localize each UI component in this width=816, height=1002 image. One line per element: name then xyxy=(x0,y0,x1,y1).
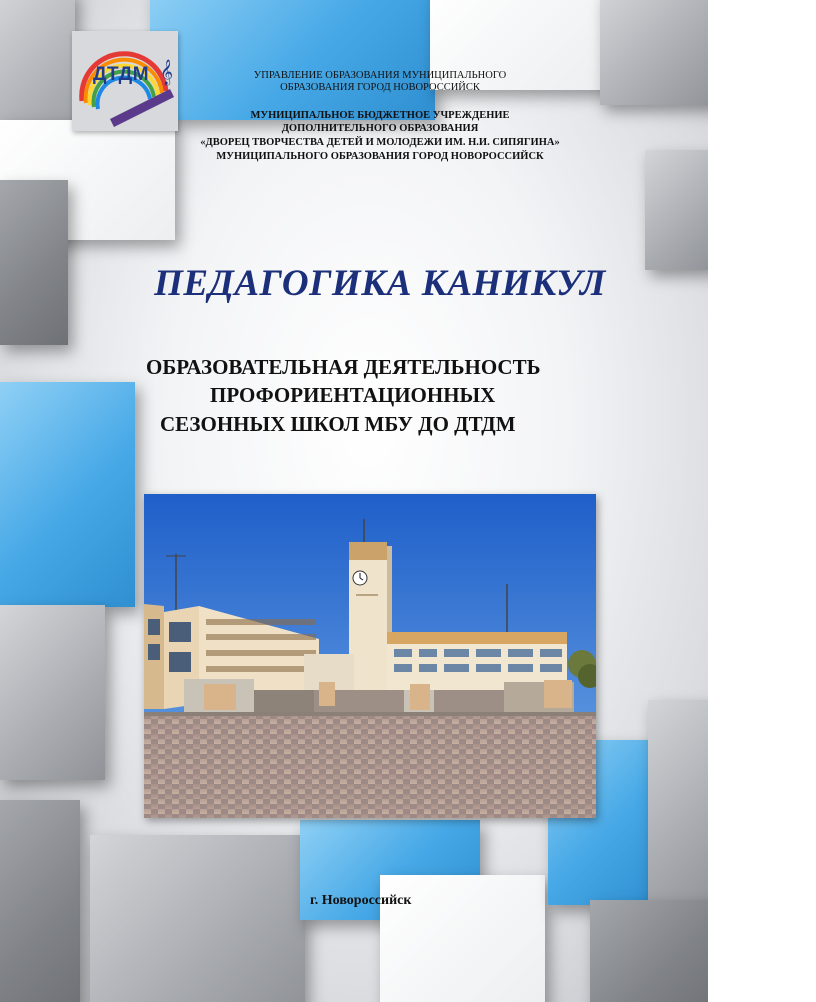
subtitle-line: ОБРАЗОВАТЕЛЬНАЯ ДЕЯТЕЛЬНОСТЬ xyxy=(146,355,541,379)
organization-logo xyxy=(72,31,178,131)
page-title: ПЕДАГОГИКА КАНИКУЛ xyxy=(154,263,606,304)
department-line: ОБРАЗОВАНИЯ ГОРОД НОВОРОССИЙСК xyxy=(280,82,480,93)
decor-tile xyxy=(0,605,105,780)
decor-tile xyxy=(90,835,305,1002)
decor-tile xyxy=(0,800,80,1002)
decor-tile xyxy=(590,900,708,1002)
decor-tile xyxy=(0,382,135,607)
decor-tile xyxy=(600,0,708,105)
svg-text:𝄞: 𝄞 xyxy=(160,60,174,85)
subtitle-line: СЕЗОННЫХ ШКОЛ МБУ ДО ДТДМ xyxy=(160,412,516,436)
department-line: УПРАВЛЕНИЕ ОБРАЗОВАНИЯ МУНИЦИПАЛЬНОГО xyxy=(253,70,507,81)
decor-tile xyxy=(648,700,708,910)
institution-line: МУНИЦИПАЛЬНОЕ БЮДЖЕТНОЕ УЧРЕЖДЕНИЕ xyxy=(250,110,510,121)
building-photo xyxy=(144,494,596,818)
decor-tile xyxy=(645,150,708,270)
decor-tile xyxy=(0,180,68,345)
city-label: г. Новороссийск xyxy=(310,893,412,908)
logo-text: ДТДМ xyxy=(92,64,150,85)
institution-line: ДОПОЛНИТЕЛЬНОГО ОБРАЗОВАНИЯ xyxy=(281,123,479,134)
subtitle-line: ПРОФОРИЕНТАЦИОННЫХ xyxy=(210,383,496,407)
decor-tile xyxy=(150,0,435,120)
institution-line: «ДВОРЕЦ ТВОРЧЕСТВА ДЕТЕЙ И МОЛОДЕЖИ ИМ. Н.И. СИПЯГИНА» xyxy=(200,137,560,148)
institution-line: МУНИЦИПАЛЬНОГО ОБРАЗОВАНИЯ ГОРОД НОВОРОССИЙСК xyxy=(216,151,544,162)
